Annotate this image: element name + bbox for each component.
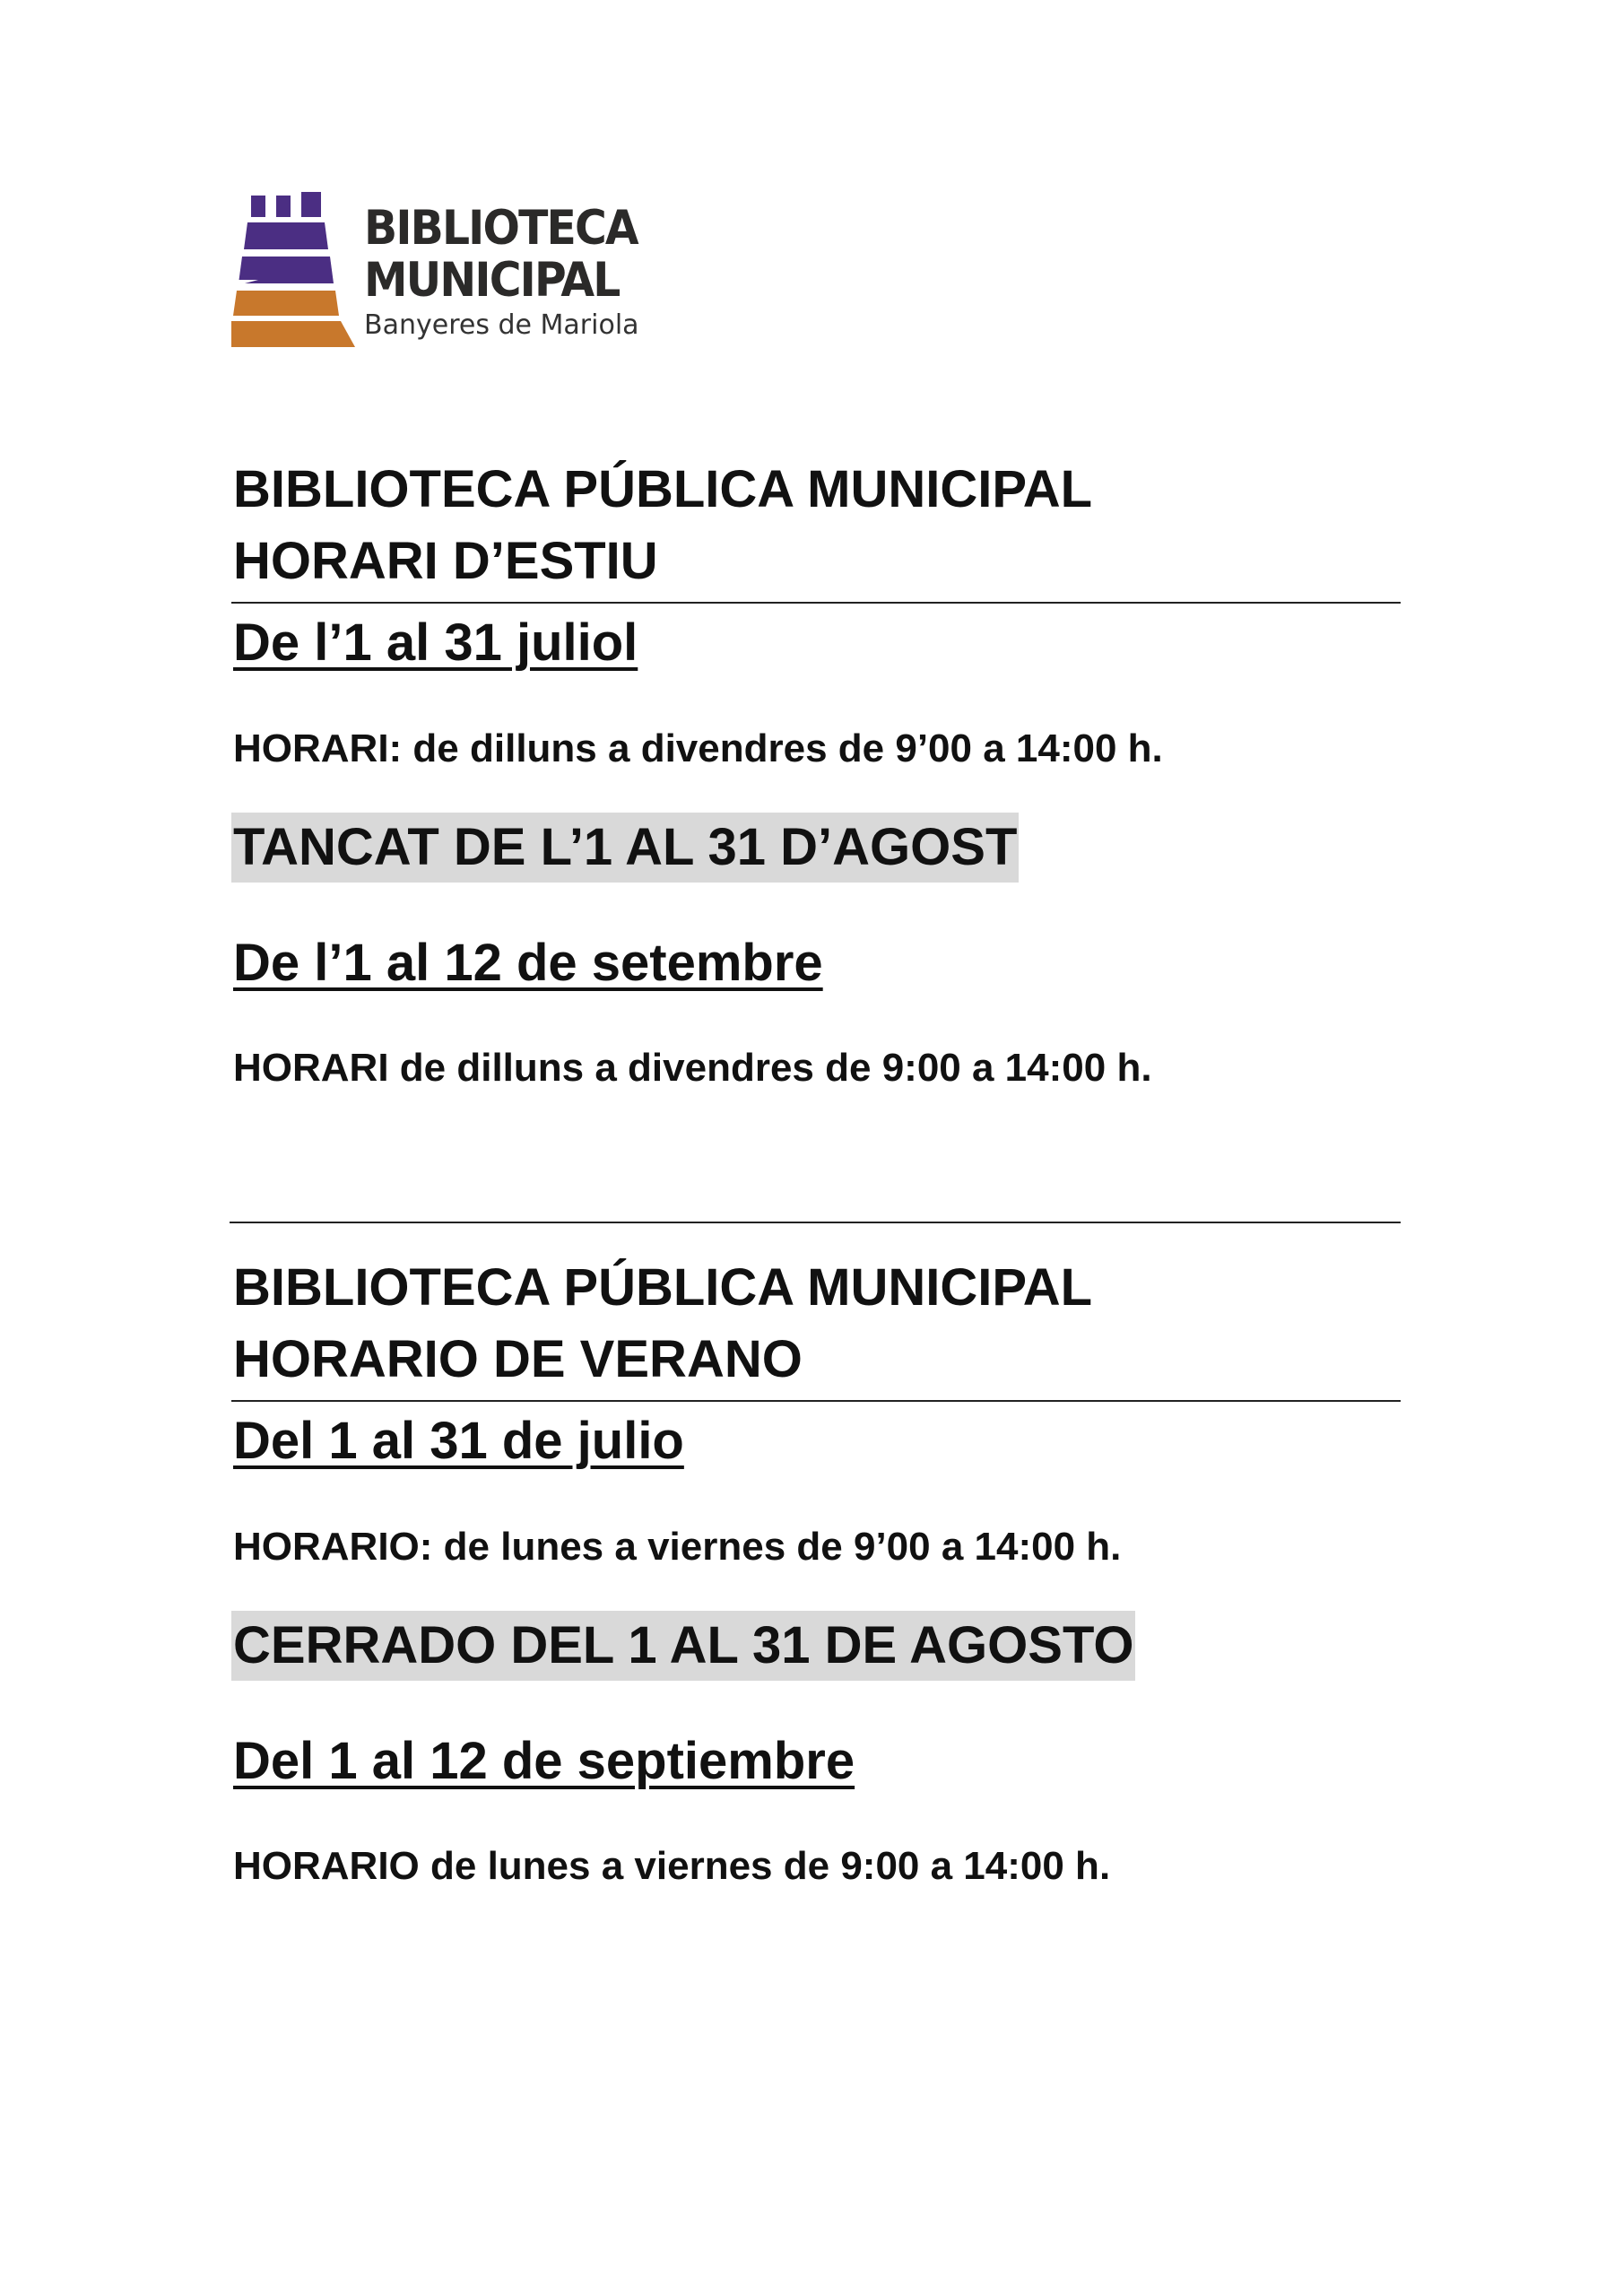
section-es-period-september: Del 1 al 12 de septiembre [233,1732,855,1790]
logo-subtitle: Banyeres de Mariola [364,309,639,341]
section-es-period-july: Del 1 al 31 de julio [233,1412,684,1470]
section-ca-title-line1: BIBLIOTECA PÚBLICA MUNICIPAL [233,460,1093,518]
section-es-title-line1: BIBLIOTECA PÚBLICA MUNICIPAL [233,1258,1093,1317]
section-ca-title-line2: HORARI D’ESTIU [233,532,658,590]
section-es-divider [231,1400,1401,1402]
section-separator [230,1222,1401,1223]
tower-emblem-icon [231,190,357,347]
library-logo [231,190,644,347]
section-ca-divider [231,602,1401,604]
logo-title-line2: MUNICIPAL [364,253,620,308]
section-ca-closed-notice: TANCAT DE L’1 AL 31 D’AGOST [231,813,1019,883]
section-es-closed-notice: CERRADO DEL 1 AL 31 DE AGOSTO [231,1611,1135,1681]
section-ca-period-september: De l’1 al 12 de setembre [233,934,823,992]
section-ca-period-july: De l’1 al 31 juliol [233,613,638,672]
logo-title-line1: BIBLIOTECA [364,201,638,256]
section-ca-schedule-july: HORARI: de dilluns a divendres de 9’00 a 14:00 h. [233,726,1163,770]
section-es-title-line2: HORARIO DE VERANO [233,1330,803,1388]
section-ca-schedule-september: HORARI de dilluns a divendres de 9:00 a 14:00 h. [233,1046,1152,1090]
section-es-schedule-july: HORARIO: de lunes a viernes de 9’00 a 14:00 h. [233,1525,1122,1569]
section-es-schedule-september: HORARIO de lunes a viernes de 9:00 a 14:00 h. [233,1844,1111,1888]
